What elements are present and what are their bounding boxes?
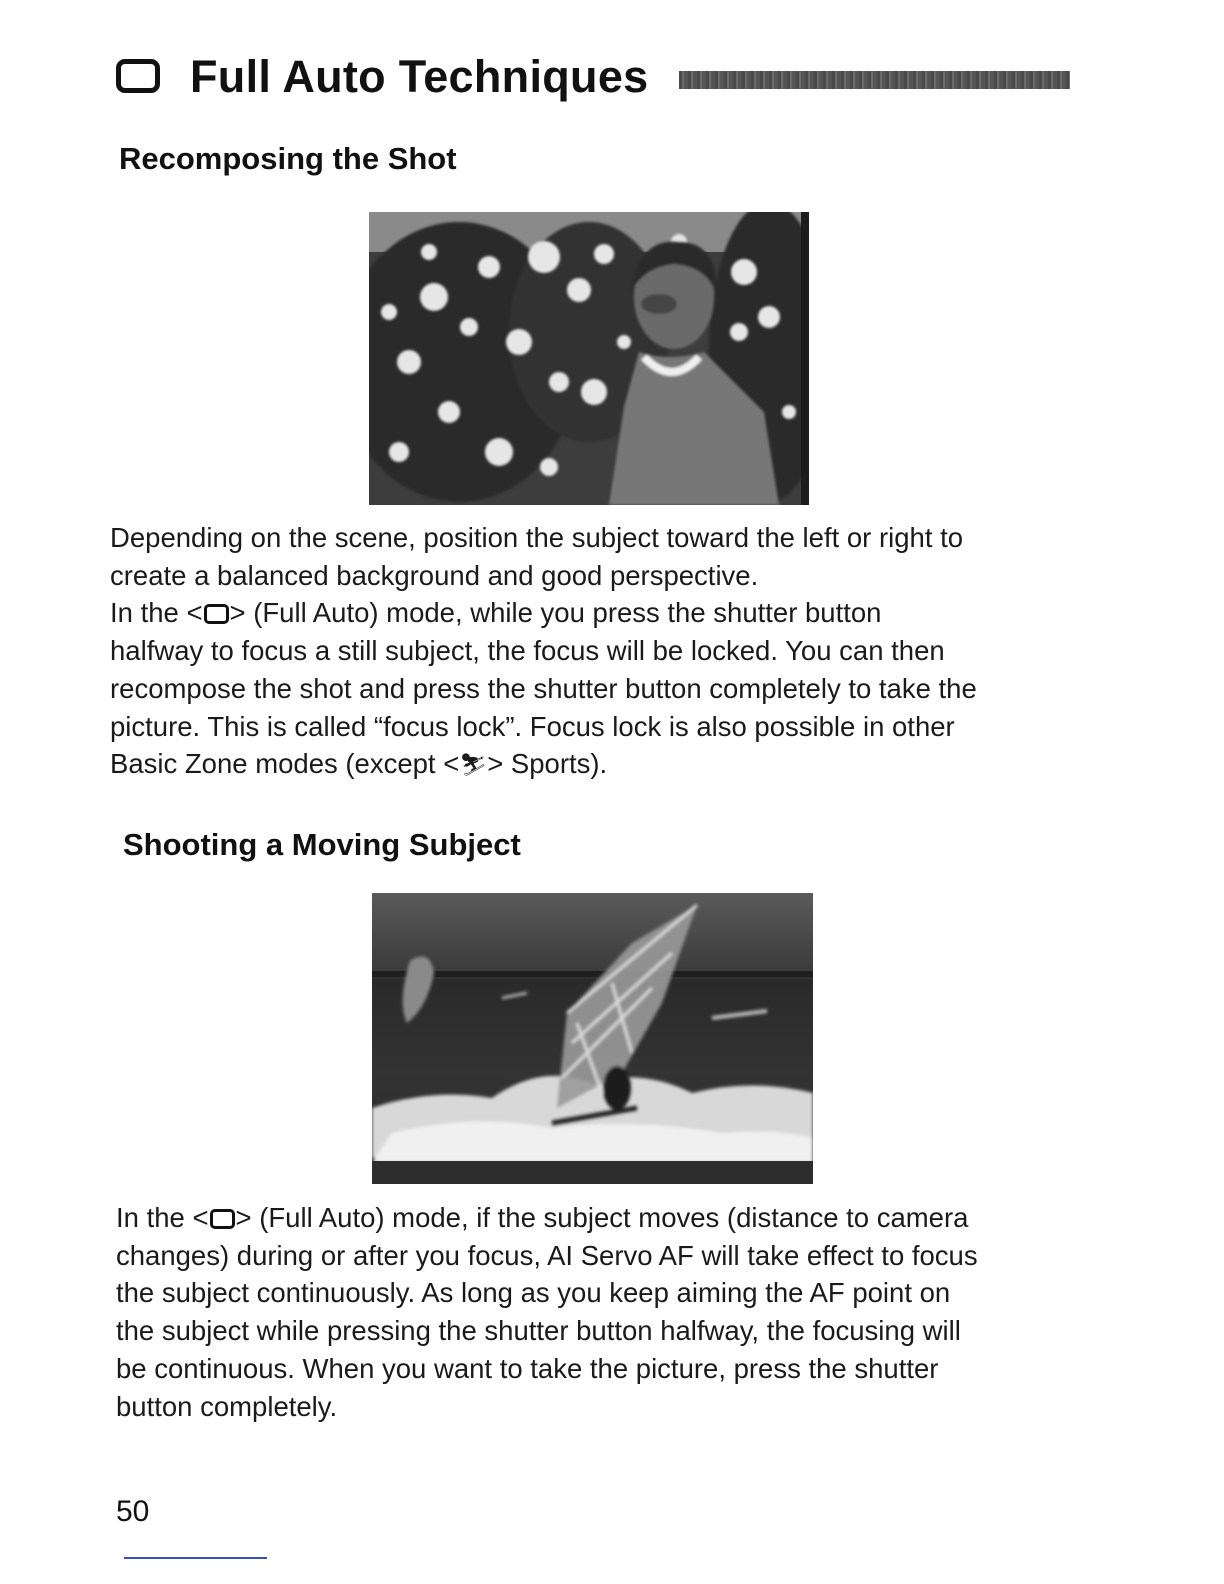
text-line bbox=[110, 745, 977, 784]
section-heading-moving-subject: Shooting a Moving Subject bbox=[123, 827, 521, 862]
sports-mode-icon: ⛷ bbox=[459, 752, 488, 778]
page-number: 50 bbox=[116, 1495, 150, 1528]
text-line: create a balanced background and good perspective. bbox=[110, 559, 759, 591]
text-line: button completely. bbox=[116, 1390, 338, 1422]
portrait-photo-image bbox=[369, 212, 809, 505]
text-line: the subject continuously. As long as you keep aiming the AF point on bbox=[116, 1277, 951, 1309]
text-fragment: > (Full Auto) mode, while you press the shutter button bbox=[229, 597, 882, 629]
text-line bbox=[110, 594, 977, 632]
text-line: changes) during or after you focus, AI Servo AF will take effect to focus bbox=[116, 1239, 978, 1271]
section-heading-recomposing: Recomposing the Shot bbox=[119, 141, 457, 176]
text-line: picture. This is called “focus lock”. Focus lock is also possible in other bbox=[110, 710, 955, 742]
text-fragment: In the < bbox=[110, 597, 203, 629]
text-fragment: > (Full Auto) mode, if the subject moves (distance to camera bbox=[235, 1202, 969, 1233]
full-auto-mode-icon bbox=[210, 1209, 235, 1229]
text-fragment: Basic Zone modes (except < bbox=[110, 748, 460, 780]
text-fragment: In the < bbox=[116, 1202, 209, 1233]
windsurfer-photo bbox=[372, 893, 813, 1184]
text-line: the subject while pressing the shutter button halfway, the focusing will bbox=[116, 1315, 961, 1347]
text-line: Depending on the scene, position the subject toward the left or right to bbox=[110, 522, 964, 553]
text-line: recompose the shot and press the shutter button completely to take the bbox=[110, 672, 977, 704]
text-fragment: > Sports). bbox=[487, 748, 608, 780]
text-line: be continuous. When you want to take the picture, press the shutter bbox=[116, 1352, 939, 1384]
full-auto-mode-icon bbox=[116, 59, 160, 93]
full-auto-mode-icon bbox=[204, 604, 229, 624]
text-line: halfway to focus a still subject, the focus will be locked. You can then bbox=[110, 635, 945, 667]
portrait-photo bbox=[369, 212, 809, 505]
windsurfer-photo-image bbox=[372, 893, 813, 1184]
footer-rule bbox=[124, 1557, 267, 1559]
section2-paragraph bbox=[116, 1199, 978, 1425]
text-line bbox=[116, 1199, 978, 1237]
page-title-row bbox=[114, 50, 1074, 110]
section1-paragraph bbox=[110, 519, 977, 784]
page-title: Full Auto Techniques bbox=[190, 51, 649, 102]
title-decorative-bar bbox=[679, 71, 1070, 89]
